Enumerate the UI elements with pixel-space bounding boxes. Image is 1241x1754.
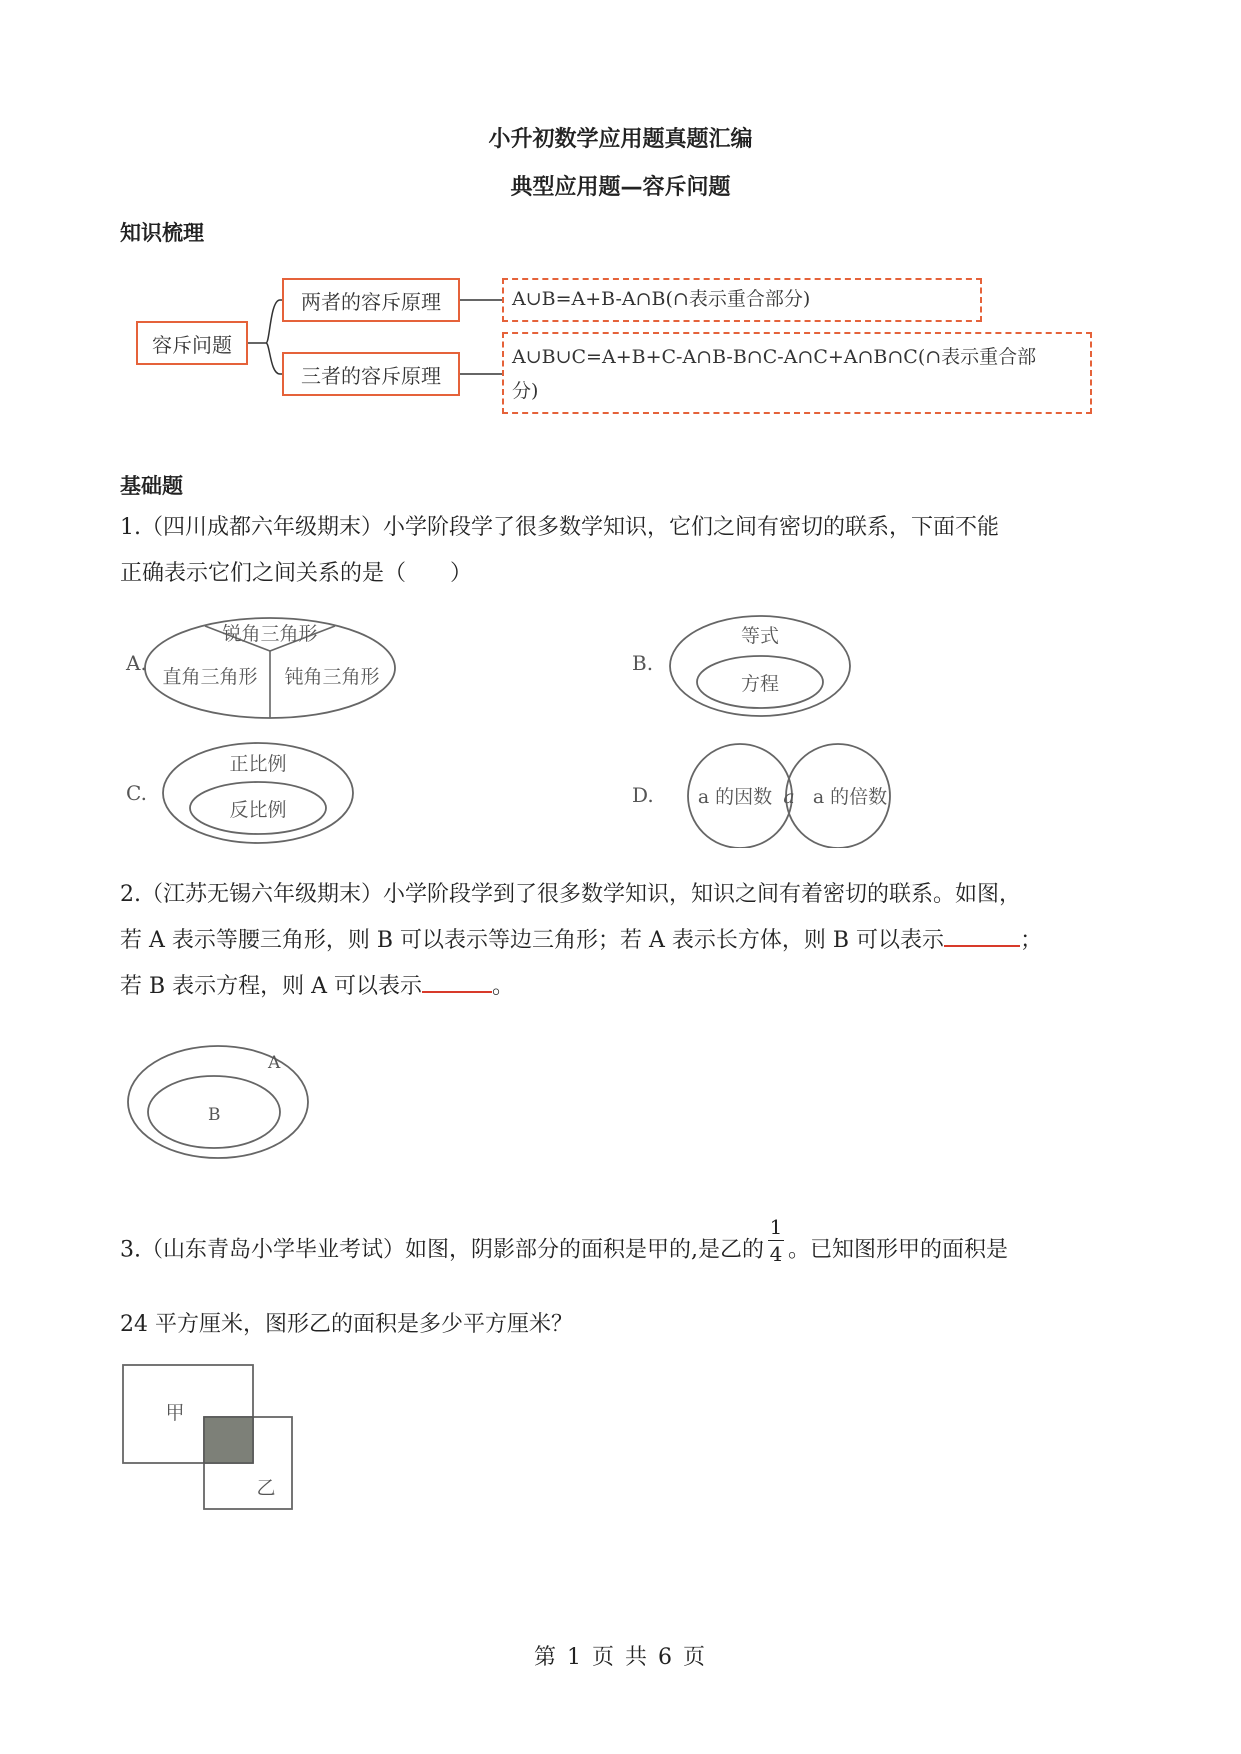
section-heading-basic: 基础题	[120, 474, 183, 498]
question-1	[120, 505, 1130, 597]
option-b-outer: 等式	[740, 625, 780, 647]
question-3-line2: 24 平方厘米，图形乙的面积是多少平方厘米？	[120, 1312, 573, 1337]
option-b-inner: 方程	[740, 673, 780, 695]
question-2-figure	[118, 1030, 318, 1165]
question-2-line2: 若 A 表示等腰三角形，则 B 可以表示等边三角形；若 A 表示长方体，则 B 可以表示 ；	[120, 918, 1130, 964]
question-2-line3: 若 B 表示方程，则 A 可以表示 。	[120, 964, 1130, 1010]
question-2	[120, 872, 1130, 1010]
option-d-middle: a	[783, 786, 795, 808]
fraction-one-quarter: $\frac{1}{4}$	[769, 1215, 783, 1266]
mindmap-branch-three: 三者的容斥原理	[282, 352, 460, 396]
option-b-label: B.	[632, 651, 654, 675]
formula-two-sets: A∪B=A+B-A∩B(∩表示重合部分)	[502, 278, 982, 322]
section-heading-knowledge: 知识梳理	[120, 221, 204, 245]
option-c-label: C.	[126, 781, 147, 805]
option-a-right: 钝角三角形	[284, 666, 380, 688]
option-d-right: a 的倍数	[812, 786, 888, 808]
set-a-label: A	[268, 1053, 281, 1073]
option-c-outer: 正比例	[229, 753, 287, 775]
question-3-line1: 3.（山东青岛小学毕业考试）如图，阴影部分的面积是甲的,是乙的 $\frac{1}{4}$ 。已知图形甲的面积是	[120, 1215, 1009, 1266]
page-footer: 第 1 页 共 6 页	[534, 1645, 707, 1670]
mindmap-root: 容斥问题	[136, 321, 248, 365]
option-a-label: A.	[126, 651, 147, 675]
mindmap-branch-two: 两者的容斥原理	[282, 278, 460, 322]
set-a-ellipse	[128, 1046, 308, 1158]
formula-three-sets	[502, 332, 1092, 414]
page-title: 小升初数学应用题真题汇编	[488, 127, 753, 152]
option-d-left: a 的因数	[697, 786, 773, 808]
formula-three-line1: A∪B∪C=A+B+C-A∩B-B∩C-A∩C+A∩B∩C(∩表示重合部	[512, 346, 1037, 368]
set-b-label: B	[208, 1105, 221, 1125]
option-a-left: 直角三角形	[162, 666, 258, 688]
answer-blank-2[interactable]	[422, 969, 492, 993]
answer-blank-1[interactable]	[944, 923, 1020, 947]
shaded-overlap	[204, 1417, 253, 1463]
shape-yi-label: 乙	[256, 1477, 276, 1499]
question-1-line1: 1.（四川成都六年级期末）小学阶段学了很多数学知识，它们之间有密切的联系，下面不能	[120, 515, 999, 540]
page-subtitle: 典型应用题—容斥问题	[510, 175, 731, 200]
question-2-line1: 2.（江苏无锡六年级期末）小学阶段学到了很多数学知识，知识之间有着密切的联系。如图，	[120, 882, 1021, 907]
mindmap	[120, 268, 1120, 418]
formula-three-line2: 分)	[512, 380, 539, 402]
question-1-line2: 正确表示它们之间关系的是（ ）	[120, 561, 473, 586]
question-3-figure	[118, 1360, 308, 1515]
question-1-figure	[120, 608, 950, 848]
option-c-inner: 反比例	[229, 799, 287, 821]
option-d-label: D.	[632, 783, 654, 807]
shape-jia-label: 甲	[165, 1402, 185, 1424]
option-a-top: 锐角三角形	[222, 623, 318, 645]
